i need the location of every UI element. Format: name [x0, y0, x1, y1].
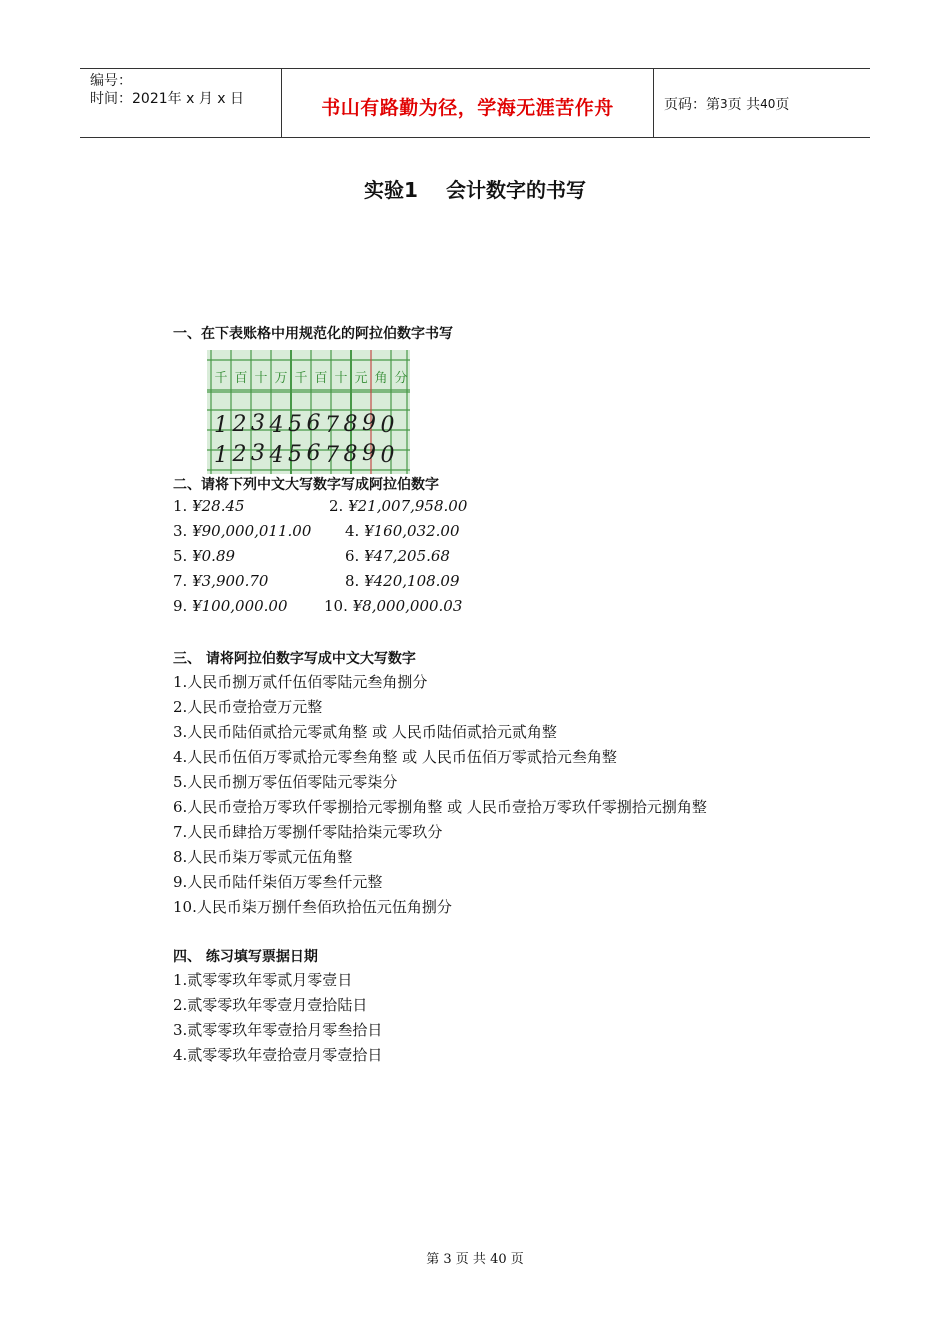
section3-item: 7.人民币肆拾万零捌仟零陆拾柒元零玖分	[173, 823, 443, 841]
section4-item: 1.贰零零玖年零贰月零壹日	[173, 971, 353, 989]
section2-item: 3. ¥90,000,011.00	[173, 522, 312, 540]
section2-item: 9. ¥100,000.00	[173, 597, 288, 615]
section3-item: 1.人民币捌万贰仟伍佰零陆元叁角捌分	[173, 673, 428, 691]
ledger-handwritten-digit: 6	[306, 441, 321, 466]
ledger-image	[207, 350, 410, 474]
ledger-header-cell: 十	[254, 371, 268, 386]
page-title: 实验1 会计数字的书写	[364, 178, 586, 202]
section3-item: 4.人民币伍佰万零贰拾元零叁角整 或 人民币伍佰万零贰拾元叁角整	[173, 748, 617, 766]
ledger-handwritten-digit: 2	[232, 442, 247, 467]
header-motto: 书山有路勤为径，学海无涯苦作舟	[282, 69, 654, 137]
ledger-handwritten-digit: 1	[214, 413, 228, 438]
ledger-header-cell: 分	[394, 371, 408, 386]
page-footer: 第 3 页 共 40 页	[426, 1252, 524, 1267]
ledger-handwritten-digit: 0	[380, 443, 395, 468]
section2-item: 10. ¥8,000,000.03	[324, 597, 463, 615]
section2-item: 1. ¥28.45	[173, 497, 245, 515]
ledger-handwritten-digit: 7	[325, 413, 339, 438]
ledger-handwritten-digit: 7	[325, 443, 339, 468]
section4-item: 3.贰零零玖年零壹拾月零叁拾日	[173, 1021, 383, 1039]
ledger-header-cell: 万	[274, 371, 288, 386]
header-page-info: 页码：第 3 页 共 40 页	[664, 97, 790, 113]
ledger-handwritten-digit: 6	[306, 411, 321, 436]
ledger-svg	[207, 350, 410, 474]
ledger-handwritten-digit: 4	[269, 413, 284, 438]
section3-item: 3.人民币陆佰贰拾元零贰角整 或 人民币陆佰贰拾元贰角整	[173, 723, 557, 741]
ledger-header-cell: 角	[374, 371, 388, 386]
section3-heading: 三、 请将阿拉伯数字写成中文大写数字	[173, 651, 416, 667]
ledger-handwritten-digit: 0	[380, 413, 395, 438]
section3-item: 6.人民币壹拾万零玖仟零捌拾元零捌角整 或 人民币壹拾万零玖仟零捌拾元捌角整	[173, 798, 707, 816]
ledger-header-cell: 千	[294, 371, 308, 386]
number-label: 编号：	[90, 73, 132, 89]
section2-item: 4. ¥160,032.00	[345, 522, 460, 540]
section3-item: 9.人民币陆仟柒佰万零叁仟元整	[173, 873, 383, 891]
section2-heading: 二、请将下列中文大写数字写成阿拉伯数字	[173, 477, 439, 493]
section4-item: 4.贰零零玖年壹拾壹月零壹拾日	[173, 1046, 383, 1064]
ledger-handwritten-digit: 9	[362, 441, 376, 466]
section2-item: 8. ¥420,108.09	[345, 572, 460, 590]
section3-item: 10.人民币柒万捌仟叁佰玖拾伍元伍角捌分	[173, 898, 452, 916]
section2-item: 5. ¥0.89	[173, 547, 236, 565]
section3-item: 5.人民币捌万零伍佰零陆元零柒分	[173, 773, 398, 791]
section4-item: 2.贰零零玖年零壹月壹拾陆日	[173, 996, 368, 1014]
ledger-handwritten-digit: 4	[269, 443, 284, 468]
ledger-handwritten-digit: 3	[251, 411, 265, 436]
ledger-header-cell: 百	[234, 371, 248, 386]
ledger-header-cell: 百	[314, 371, 328, 386]
ledger-handwritten-digit: 5	[288, 412, 302, 437]
page-header	[80, 68, 870, 138]
ledger-handwritten-digit: 8	[343, 412, 358, 437]
section3-item: 2.人民币壹拾壹万元整	[173, 698, 323, 716]
section4-heading: 四、 练习填写票据日期	[173, 949, 318, 965]
header-meta	[80, 69, 282, 137]
section3-item: 8.人民币柒万零贰元伍角整	[173, 848, 353, 866]
ledger-handwritten-digit: 9	[362, 411, 376, 436]
ledger-header-cell: 千	[214, 371, 228, 386]
ledger-header-cell: 元	[354, 371, 368, 386]
section2-item: 2. ¥21,007,958.00	[329, 497, 468, 515]
ledger-handwritten-digit: 2	[232, 412, 247, 437]
ledger-handwritten-digit: 1	[214, 443, 228, 468]
section1-heading: 一、在下表账格中用规范化的阿拉伯数字书写	[173, 326, 453, 342]
ledger-handwritten-digit: 8	[343, 442, 358, 467]
ledger-handwritten-digit: 3	[251, 441, 265, 466]
ledger-handwritten-digit: 5	[288, 442, 302, 467]
section2-item: 7. ¥3,900.70	[173, 572, 269, 590]
ledger-header-cell: 十	[334, 371, 348, 386]
time-line: 时间：2021年 x 月 x 日	[90, 91, 245, 107]
section2-item: 6. ¥47,205.68	[345, 547, 450, 565]
